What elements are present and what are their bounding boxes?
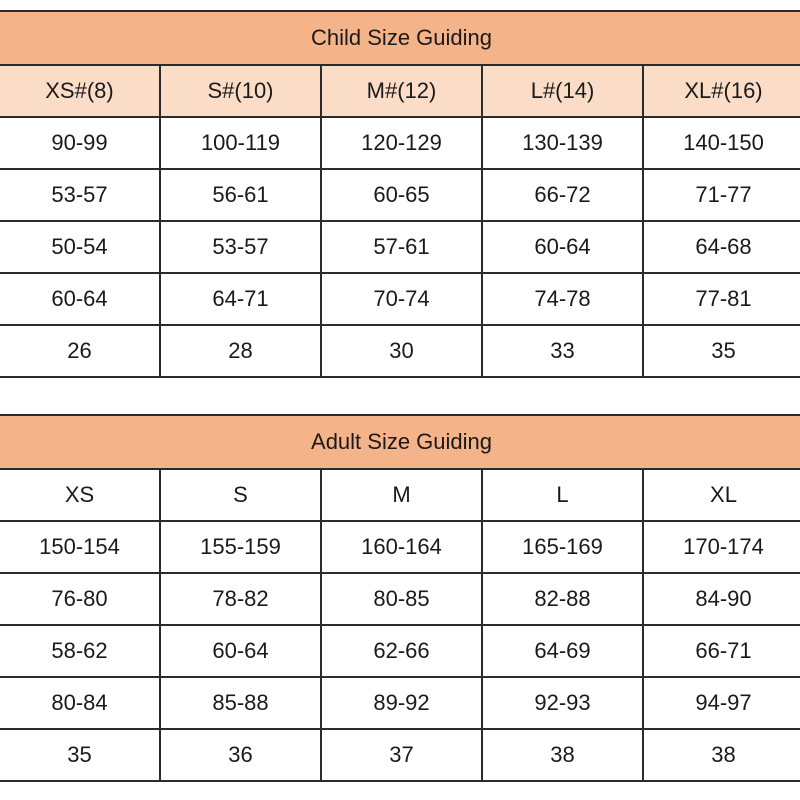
- table-cell: 90-99: [0, 117, 160, 169]
- table-cell: 82-88: [482, 573, 643, 625]
- size-header-cell: M: [321, 469, 482, 521]
- table-cell: 60-64: [482, 221, 643, 273]
- size-header-cell: XS: [0, 469, 160, 521]
- size-header-cell: L#(14): [482, 65, 643, 117]
- table-cell: 38: [482, 729, 643, 781]
- table-cell: 160-164: [321, 521, 482, 573]
- table-cell: 100-119: [160, 117, 321, 169]
- table-cell: 53-57: [160, 221, 321, 273]
- table-row: [0, 573, 800, 625]
- size-header-cell: S#(10): [160, 65, 321, 117]
- table-cell: 53-57: [0, 169, 160, 221]
- table-cell: 33: [482, 325, 643, 377]
- table-cell: 120-129: [321, 117, 482, 169]
- table-cell: 28: [160, 325, 321, 377]
- table-cell: 77-81: [643, 273, 800, 325]
- size-header-cell: M#(12): [321, 65, 482, 117]
- table-cell: 84-90: [643, 573, 800, 625]
- size-header-row: [0, 65, 800, 117]
- table-cell: 26: [0, 325, 160, 377]
- table-cell: 80-85: [321, 573, 482, 625]
- size-header-row: [0, 469, 800, 521]
- table-cell: 70-74: [321, 273, 482, 325]
- table-cell: 94-97: [643, 677, 800, 729]
- table-row: [0, 221, 800, 273]
- table-cell: 150-154: [0, 521, 160, 573]
- table-row: [0, 729, 800, 781]
- table-cell: 165-169: [482, 521, 643, 573]
- table-title-row: [0, 11, 800, 65]
- table-cell: 170-174: [643, 521, 800, 573]
- table-cell: 71-77: [643, 169, 800, 221]
- table-cell: 30: [321, 325, 482, 377]
- table-cell: 89-92: [321, 677, 482, 729]
- size-header-cell: XL: [643, 469, 800, 521]
- table-cell: 60-65: [321, 169, 482, 221]
- table-cell: 58-62: [0, 625, 160, 677]
- table-cell: 78-82: [160, 573, 321, 625]
- table-cell: 37: [321, 729, 482, 781]
- table-cell: 92-93: [482, 677, 643, 729]
- adult-size-table: [0, 414, 800, 782]
- table-row: [0, 117, 800, 169]
- table-cell: 36: [160, 729, 321, 781]
- table-cell: 85-88: [160, 677, 321, 729]
- table-cell: 64-71: [160, 273, 321, 325]
- table-row: [0, 273, 800, 325]
- table-row: [0, 169, 800, 221]
- table-cell: 80-84: [0, 677, 160, 729]
- table-cell: 76-80: [0, 573, 160, 625]
- table-cell: 56-61: [160, 169, 321, 221]
- table-cell: 60-64: [160, 625, 321, 677]
- table-row: [0, 625, 800, 677]
- child-table-title: Child Size Guiding: [0, 11, 800, 65]
- table-row: [0, 325, 800, 377]
- table-cell: 74-78: [482, 273, 643, 325]
- table-row: [0, 521, 800, 573]
- table-cell: 155-159: [160, 521, 321, 573]
- table-cell: 35: [0, 729, 160, 781]
- child-size-table: [0, 10, 800, 378]
- table-cell: 66-72: [482, 169, 643, 221]
- size-header-cell: XL#(16): [643, 65, 800, 117]
- table-cell: 50-54: [0, 221, 160, 273]
- table-cell: 130-139: [482, 117, 643, 169]
- table-cell: 66-71: [643, 625, 800, 677]
- table-cell: 38: [643, 729, 800, 781]
- table-cell: 64-69: [482, 625, 643, 677]
- adult-table-title: Adult Size Guiding: [0, 415, 800, 469]
- table-cell: 62-66: [321, 625, 482, 677]
- size-header-cell: S: [160, 469, 321, 521]
- table-cell: 60-64: [0, 273, 160, 325]
- table-cell: 140-150: [643, 117, 800, 169]
- table-row: [0, 677, 800, 729]
- size-header-cell: L: [482, 469, 643, 521]
- table-cell: 57-61: [321, 221, 482, 273]
- table-cell: 35: [643, 325, 800, 377]
- table-cell: 64-68: [643, 221, 800, 273]
- size-header-cell: XS#(8): [0, 65, 160, 117]
- table-title-row: [0, 415, 800, 469]
